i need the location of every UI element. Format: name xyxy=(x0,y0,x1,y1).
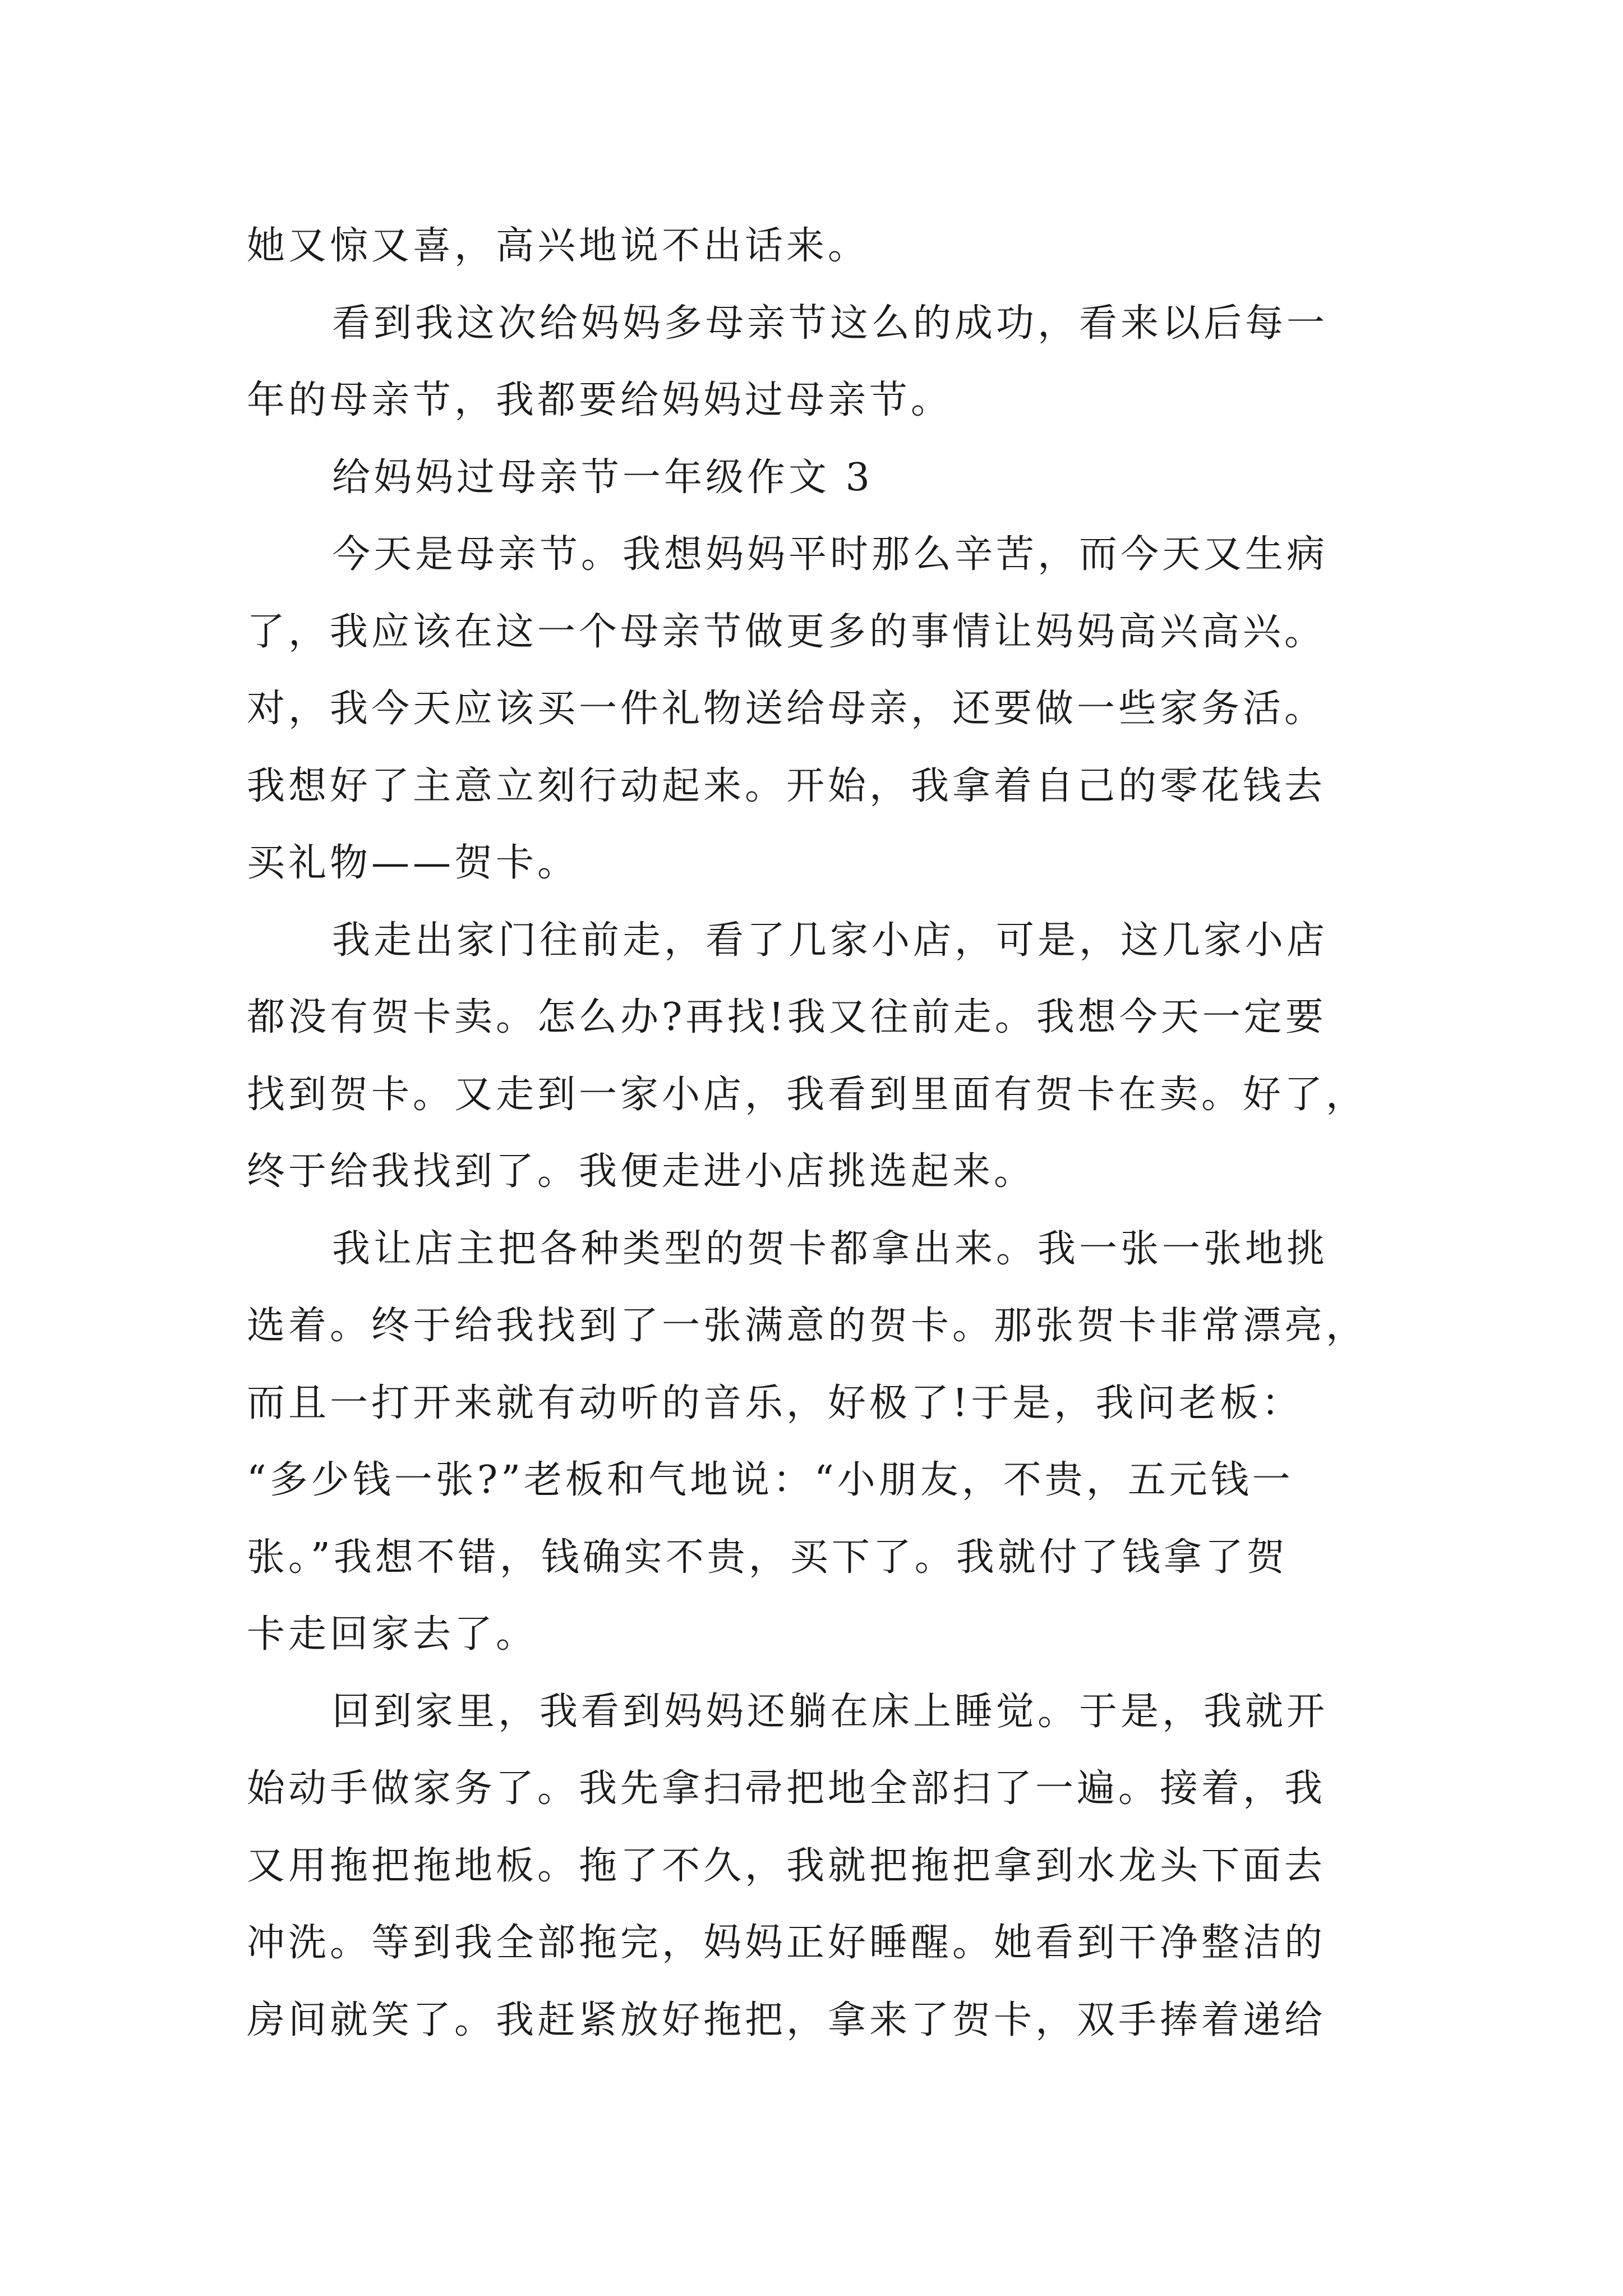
text-line: 她又惊又喜，高兴地说不出话来。 xyxy=(247,224,870,268)
text-line: 我让店主把各种类型的贺卡都拿出来。我一张一张地挑 xyxy=(332,1226,1329,1271)
text-line: 冲洗。等到我全部拖完，妈妈正好睡醒。她看到干净整洁的 xyxy=(247,1921,1326,1965)
text-line: 始动手做家务了。我先拿扫帚把地全部扫了一遍。接着，我 xyxy=(247,1766,1326,1811)
essay-body xyxy=(247,208,1391,2059)
section-heading: 给妈妈过母亲节一年级作文 3 xyxy=(332,455,873,500)
text-line: 都没有贺卡卖。怎么办?再找!我又往前走。我想今天一定要 xyxy=(247,995,1327,1039)
text-line: 终于给我找到了。我便走进小店挑选起来。 xyxy=(247,1149,1036,1194)
text-line: “多少钱一张?”老板和气地说：“小朋友，不贵，五元钱一 xyxy=(247,1458,1294,1502)
text-line: 买礼物——贺卡。 xyxy=(247,841,579,885)
text-line: 回到家里，我看到妈妈还躺在床上睡觉。于是，我就开 xyxy=(332,1689,1329,1734)
text-line: 找到贺卡。又走到一家小店，我看到里面有贺卡在卖。好了， xyxy=(247,1072,1368,1117)
text-line: 了，我应该在这一个母亲节做更多的事情让妈妈高兴高兴。 xyxy=(247,609,1326,654)
text-line: 对，我今天应该买一件礼物送给母亲，还要做一些家务活。 xyxy=(247,687,1326,731)
text-line: 年的母亲节，我都要给妈妈过母亲节。 xyxy=(247,378,953,422)
text-line: 而且一打开来就有动听的音乐，好极了!于是，我问老板： xyxy=(247,1381,1303,1425)
text-line: 我走出家门往前走，看了几家小店，可是，这几家小店 xyxy=(332,918,1329,963)
text-line: 我想好了主意立刻行动起来。开始，我拿着自己的零花钱去 xyxy=(247,763,1326,808)
text-line: 房间就笑了。我赶紧放好拖把，拿来了贺卡，双手捧着递给 xyxy=(247,1998,1326,2042)
text-line: 卡走回家去了。 xyxy=(247,1612,538,1657)
text-line: 今天是母亲节。我想妈妈平时那么辛苦，而今天又生病 xyxy=(332,532,1329,577)
text-line: 选着。终于给我找到了一张满意的贺卡。那张贺卡非常漂亮， xyxy=(247,1304,1368,1348)
text-line: 又用拖把拖地板。拖了不久，我就把拖把拿到水龙头下面去 xyxy=(247,1843,1326,1888)
text-line: 张。”我想不错，钱确实不贵，买下了。我就付了钱拿了贺 xyxy=(247,1535,1288,1580)
text-line: 看到我这次给妈妈多母亲节这么的成功，看来以后每一 xyxy=(332,301,1329,346)
